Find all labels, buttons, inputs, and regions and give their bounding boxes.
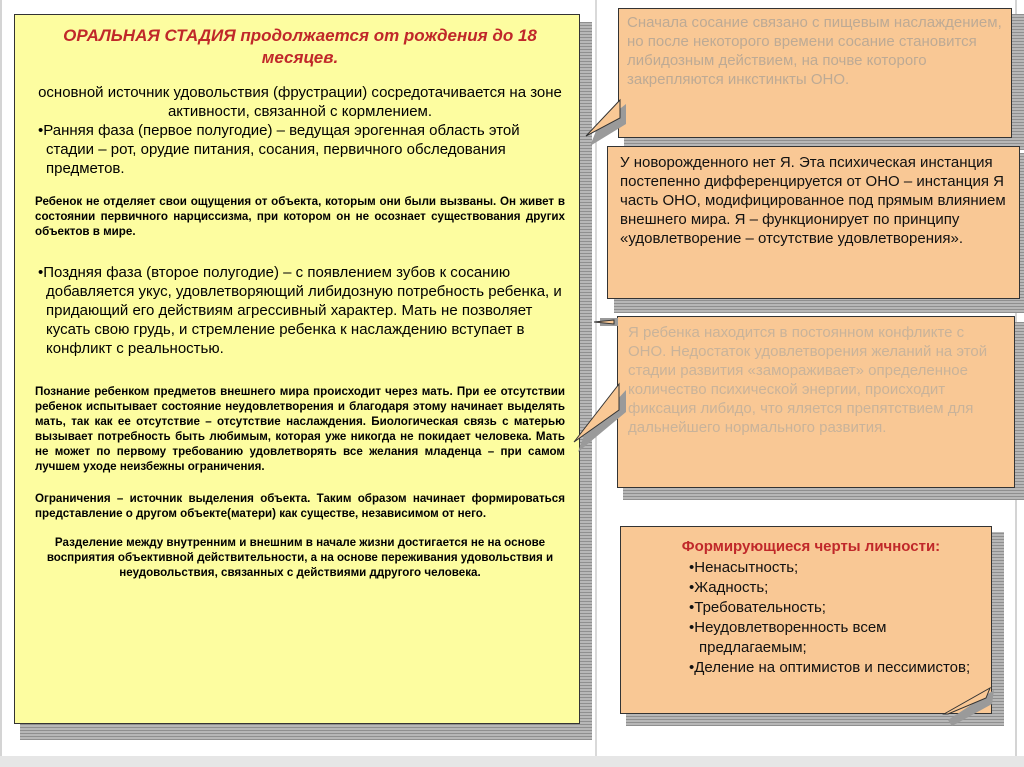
- ego-note-content: [607, 146, 1020, 299]
- separation-paragraph: Разделение между внутренним и внешним в начале жизни достигается не на основе восприятия объективной действительности, а на основе переживания удовольствия и неудовольствия, связанных с действиями ддругого человека.: [46, 536, 554, 579]
- trait-item: •Неудовлетворенность всем предлагаемым;: [689, 619, 887, 656]
- limitations-paragraph: Ограничения – источник выделения объекта. Таким образом начинает формироваться представление о другом объекте(матери) как существе, независимом от него.: [35, 492, 565, 520]
- trait-item: •Требовательность;: [689, 599, 826, 616]
- sucking-note-text: Сначала сосание связано с пищевым наслаждением, но после некоторого времени сосание становится либидозным действием, на почве которого закрепляются инкстинкты ОНО.: [627, 14, 1002, 88]
- stage-intro: основной источник удовольствия (фрустрации) сосредотачивается на зоне активности, связанной с кормлением.: [38, 84, 562, 120]
- trait-item: •Деление на оптимистов и пессимистов;: [689, 659, 971, 676]
- oral-stage-panel-content: [14, 14, 580, 724]
- bottom-strip: [0, 756, 1024, 767]
- trait-item: •Ненасытность;: [689, 559, 799, 576]
- narcissism-paragraph: Ребенок не отделяет свои ощущения от объекта, которым они были вызваны. Он живет в состоянии первичного нарциссизма, при котором он не осознает существования других объектов в мире.: [35, 195, 565, 238]
- late-phase-bullet: •Поздняя фаза (второе полугодие) – с появлением зубов к сосанию добавляется укус, удовлетворяющий либидозную потребность ребенка, и придающий его действиям агрессивный характер. Мать не позволяет кусать свою грудь, и стремление ребенка к наслаждению вступает в конфликт с реальностью.: [38, 264, 562, 357]
- stage-title: ОРАЛЬНАЯ СТАДИЯ продолжается от рождения до 18 месяцев.: [63, 26, 537, 67]
- trait-item: •Жадность;: [689, 579, 769, 596]
- oral-stage-panel: [14, 14, 586, 732]
- traits-title: Формирующиеся черты личности:: [681, 538, 941, 555]
- ego-note-box: [607, 146, 1024, 306]
- personality-traits-box: [620, 526, 998, 720]
- mother-paragraph: Познание ребенком предметов внешнего мира происходит через мать. При ее отсутствии ребенок испытывает состояние неудовлетворения и благодаря этому начинает выделять мать, так как ее отсутствие – отсутствие наслаждения. Биологическая связь с матерью вызывает потребность быть любимым, которая уже никогда не покидает человека. Мать не может по первому требованию удовлетворять все желания младенца – при самом лучшем уходе неизбежны ограничения.: [35, 385, 565, 473]
- conflict-note-content: [617, 316, 1015, 488]
- early-phase-bullet: •Ранняя фаза (первое полугодие) – ведущая эрогенная область этой стадии – рот, орудие питания, сосания, первичного обследования предметов.: [38, 122, 520, 177]
- conflict-note-text: Я ребенка находится в постоянном конфликте с ОНО. Недостаток удовлетворения желаний на этой стадии развития «замораживает» определенное количество психической энергии, происходит фиксация либидо, что яляется препятствием для дальнейшего нормального развития.: [628, 324, 988, 436]
- sucking-note-box: [618, 8, 1018, 144]
- ego-note-text: У новорожденного нет Я. Эта психическая инстанция постепенно дифференцируется от ОНО – инстанция Я часть ОНО, модифицированное под прямым влиянием внешнего мира. Я – функционирует по принципу «удовлетворение – отсутствие удовлетворения».: [620, 154, 1006, 247]
- conflict-note-box: [617, 316, 1021, 494]
- personality-traits-content: [620, 526, 992, 714]
- sucking-note-content: [618, 8, 1012, 138]
